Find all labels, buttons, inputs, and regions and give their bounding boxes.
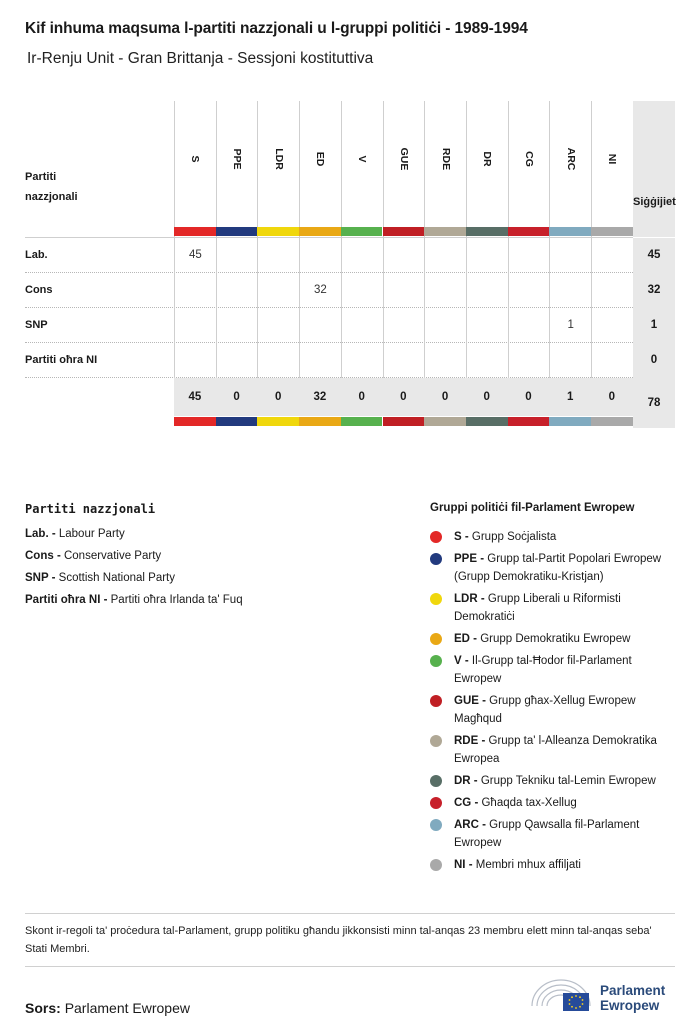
group-color-dot	[430, 819, 442, 831]
divider	[25, 966, 675, 967]
column-header-ni	[591, 101, 633, 237]
table-cell	[508, 273, 550, 308]
row-label: Cons	[25, 284, 53, 296]
table-cell	[549, 343, 591, 378]
column-header-ldr	[257, 101, 299, 237]
legend-abbr: ED -	[454, 633, 477, 645]
group-color-bar	[549, 227, 591, 236]
group-legend-item	[430, 732, 680, 768]
table-cell	[341, 273, 383, 308]
column-header-label: V	[356, 155, 369, 163]
legend-abbr: GUE -	[454, 695, 486, 707]
column-header-rde	[424, 101, 466, 237]
row-label: Lab.	[25, 249, 48, 261]
group-legend-text	[454, 816, 680, 852]
group-color-bar	[383, 227, 425, 236]
legend-name: Grupp Liberali u Riformisti Demokratiċi	[454, 593, 621, 623]
group-legend-item	[430, 590, 680, 626]
group-legend-item	[430, 816, 680, 852]
group-legend-text	[454, 794, 680, 812]
hemicycle-icon	[530, 976, 592, 1012]
group-legend-title: Gruppi politiċi fil-Parlament Ewropew	[430, 502, 635, 514]
group-color-bar	[424, 227, 466, 236]
column-header-label: DR	[481, 151, 494, 167]
row-label: Partiti oħra NI	[25, 354, 98, 366]
table-cell	[591, 343, 633, 378]
group-legend-text	[454, 692, 680, 728]
table-cell	[383, 273, 425, 308]
table-cell	[424, 273, 466, 308]
divider	[25, 913, 675, 914]
group-color-bar	[591, 227, 633, 236]
table-row	[25, 308, 675, 343]
column-header-ed	[299, 101, 341, 237]
column-header-label: GUE	[397, 147, 410, 171]
table-cell	[383, 238, 425, 273]
row-label: SNP	[25, 319, 48, 331]
group-legend-item	[430, 692, 680, 728]
column-total: 32	[313, 391, 327, 403]
table-cell	[257, 343, 299, 378]
source-value: Parlament Ewropew	[64, 1000, 190, 1016]
legend-name: Labour Party	[58, 528, 125, 540]
table-cell	[174, 343, 216, 378]
group-color-dot	[430, 633, 442, 645]
column-header-label: CG	[522, 151, 535, 167]
page-title: Kif inhuma maqsuma l-partiti nazzjonali u l-gruppi politiċi - 1989-1994	[25, 20, 528, 37]
group-color-dot	[430, 797, 442, 809]
row-total: 32	[633, 273, 675, 308]
table-cell	[591, 273, 633, 308]
row-header-label: Partiti nazzjonali	[25, 171, 78, 203]
group-legend-item	[430, 772, 680, 790]
group-legend-item	[430, 856, 680, 874]
table-cell	[466, 308, 508, 343]
table-cell	[466, 343, 508, 378]
group-color-dot	[430, 859, 442, 871]
table-cell	[424, 238, 466, 273]
table-cell	[383, 308, 425, 343]
table-cell: 45	[174, 238, 216, 273]
column-total: 45	[188, 391, 202, 403]
national-legend-item	[25, 528, 125, 540]
group-legend-text	[454, 590, 680, 626]
legend-abbr: S -	[454, 531, 469, 543]
group-legend-item	[430, 630, 680, 648]
legend-abbr: NI -	[454, 859, 473, 871]
legend-name: Conservative Party	[63, 550, 162, 562]
column-total: 0	[525, 391, 532, 403]
total-seats-header	[633, 101, 675, 237]
table-cell	[174, 273, 216, 308]
group-color-bar	[508, 227, 550, 236]
group-color-dot	[430, 531, 442, 543]
source-label: Sors:	[25, 1000, 61, 1016]
table-cell	[299, 308, 341, 343]
legend-name: Grupp Demokratiku Ewropew	[480, 633, 631, 645]
table-cell: 1	[549, 308, 591, 343]
legend-name: Grupp għax-Xellug Ewropew Magħqud	[454, 695, 636, 725]
national-legend-title: Partiti nazzjonali	[25, 502, 156, 516]
column-header-arc	[549, 101, 591, 237]
row-total: 1	[633, 308, 675, 343]
table-cell	[549, 238, 591, 273]
parliament-logo	[530, 976, 680, 1016]
table-cell	[257, 308, 299, 343]
footnote: Skont ir-regoli ta' proċedura tal-Parlament, grupp politiku għandu jikkonsisti minn tal-anqas 23 membru elett minn tal-anqas seba' Stati Membri.	[25, 925, 652, 955]
group-color-bar	[341, 227, 383, 236]
column-header-label: ARC	[564, 147, 577, 171]
logo-line-1: Parlament	[600, 983, 666, 998]
legend-abbr: PPE -	[454, 553, 485, 565]
legend-abbr: DR -	[454, 775, 478, 787]
column-header-label: NI	[606, 153, 619, 165]
group-legend-item	[430, 652, 680, 688]
column-header-ppe	[216, 101, 258, 237]
logo-line-2: Ewropew	[600, 998, 660, 1013]
table-cell	[341, 343, 383, 378]
legend-abbr: Cons -	[25, 550, 61, 562]
source-line	[25, 1000, 190, 1016]
table-cell	[299, 238, 341, 273]
legend-abbr: ARC -	[454, 819, 486, 831]
legend-name: Membri mhux affiljati	[475, 859, 581, 871]
table-cell	[466, 273, 508, 308]
group-legend-text	[454, 772, 680, 790]
group-legend-text	[454, 652, 680, 688]
legend-name: Il-Grupp tal-Ħodor fil-Parlament Ewropew	[454, 655, 632, 685]
table-cell	[549, 273, 591, 308]
legend-name: Grupp Soċjalista	[471, 531, 557, 543]
group-color-dot	[430, 553, 442, 565]
table-row	[25, 238, 675, 273]
national-legend-item	[25, 572, 175, 584]
column-header-cg	[508, 101, 550, 237]
legend-name: Grupp Qawsalla fil-Parlament Ewropew	[454, 819, 640, 849]
group-legend-item	[430, 794, 680, 812]
table-cell	[341, 238, 383, 273]
table-cell	[424, 343, 466, 378]
table-cell	[591, 238, 633, 273]
total-seats-label: Siġġijiet	[633, 196, 676, 208]
table-cell	[508, 238, 550, 273]
column-header-label: PPE	[231, 148, 244, 170]
column-header-s	[174, 101, 216, 237]
legend-name: Scottish National Party	[58, 572, 176, 584]
column-total: 0	[400, 391, 407, 403]
group-color-bar	[466, 227, 508, 236]
group-color-dot	[430, 775, 442, 787]
column-header-label: RDE	[439, 147, 452, 171]
legend-abbr: V -	[454, 655, 469, 667]
table-cell	[341, 308, 383, 343]
grand-total: 78	[633, 378, 675, 428]
row-total: 0	[633, 343, 675, 378]
column-total: 1	[566, 391, 574, 403]
table-cell	[591, 308, 633, 343]
column-header-label: ED	[314, 151, 327, 167]
table-cell	[216, 308, 258, 343]
column-header-v	[341, 101, 383, 237]
table-cell	[383, 343, 425, 378]
table-cell	[299, 343, 341, 378]
table-cell	[508, 343, 550, 378]
table-cell	[216, 343, 258, 378]
table-cell	[216, 238, 258, 273]
legend-abbr: SNP -	[25, 572, 56, 584]
row-total: 45	[633, 238, 675, 273]
table-cell	[257, 273, 299, 308]
group-color-dot	[430, 655, 442, 667]
column-header-gue	[383, 101, 425, 237]
legend-name: Grupp ta' l-Alleanza Demokratika Ewropea	[454, 735, 657, 765]
group-color-dot	[430, 593, 442, 605]
legend-name: Partiti oħra Irlanda ta' Fuq	[110, 594, 243, 606]
column-header-dr	[466, 101, 508, 237]
legend-abbr: LDR -	[454, 593, 485, 605]
table-cell	[508, 308, 550, 343]
national-legend-item	[25, 550, 161, 562]
table-cell	[424, 308, 466, 343]
group-legend-text	[454, 732, 680, 768]
table-cell	[257, 238, 299, 273]
table-row	[25, 343, 675, 378]
legend-abbr: Partiti oħra NI -	[25, 594, 108, 606]
column-total: 0	[358, 391, 365, 403]
group-color-dot	[430, 695, 442, 707]
legend-name: Grupp Tekniku tal-Lemin Ewropew	[480, 775, 656, 787]
group-legend-item	[430, 528, 680, 546]
legend-name: Għaqda tax-Xellug	[481, 797, 577, 809]
table-cell	[174, 308, 216, 343]
group-legend-text	[454, 528, 680, 546]
column-total: 0	[608, 391, 616, 403]
column-total: 0	[275, 391, 282, 403]
legend-abbr: Lab. -	[25, 528, 56, 540]
group-color-bar	[257, 227, 299, 236]
table-cell: 32	[299, 273, 341, 308]
table-row	[25, 273, 675, 308]
group-color-bar	[174, 227, 216, 236]
group-legend-item	[430, 550, 680, 586]
column-header-label: LDR	[272, 148, 285, 170]
group-legend-text	[454, 550, 680, 586]
column-header-label: S	[189, 155, 202, 163]
national-legend-item	[25, 594, 243, 606]
group-legend-text	[454, 856, 680, 874]
legend-abbr: CG -	[454, 797, 479, 809]
legend-name: Grupp tal-Partit Popolari Ewropew (Grupp Demokratiku-Kristjan)	[454, 553, 662, 583]
column-total: 0	[441, 391, 449, 403]
group-color-bar	[299, 227, 341, 236]
column-total: 0	[233, 391, 240, 403]
table-cell	[216, 273, 258, 308]
page-subtitle: Ir-Renju Unit - Gran Brittanja - Sessjoni kostituttiva	[27, 50, 374, 67]
table-cell	[466, 238, 508, 273]
column-total: 0	[483, 391, 490, 403]
group-color-dot	[430, 735, 442, 747]
group-color-bar	[216, 227, 258, 236]
legend-abbr: RDE -	[454, 735, 486, 747]
totals-row	[25, 378, 675, 428]
group-legend-text	[454, 630, 680, 648]
